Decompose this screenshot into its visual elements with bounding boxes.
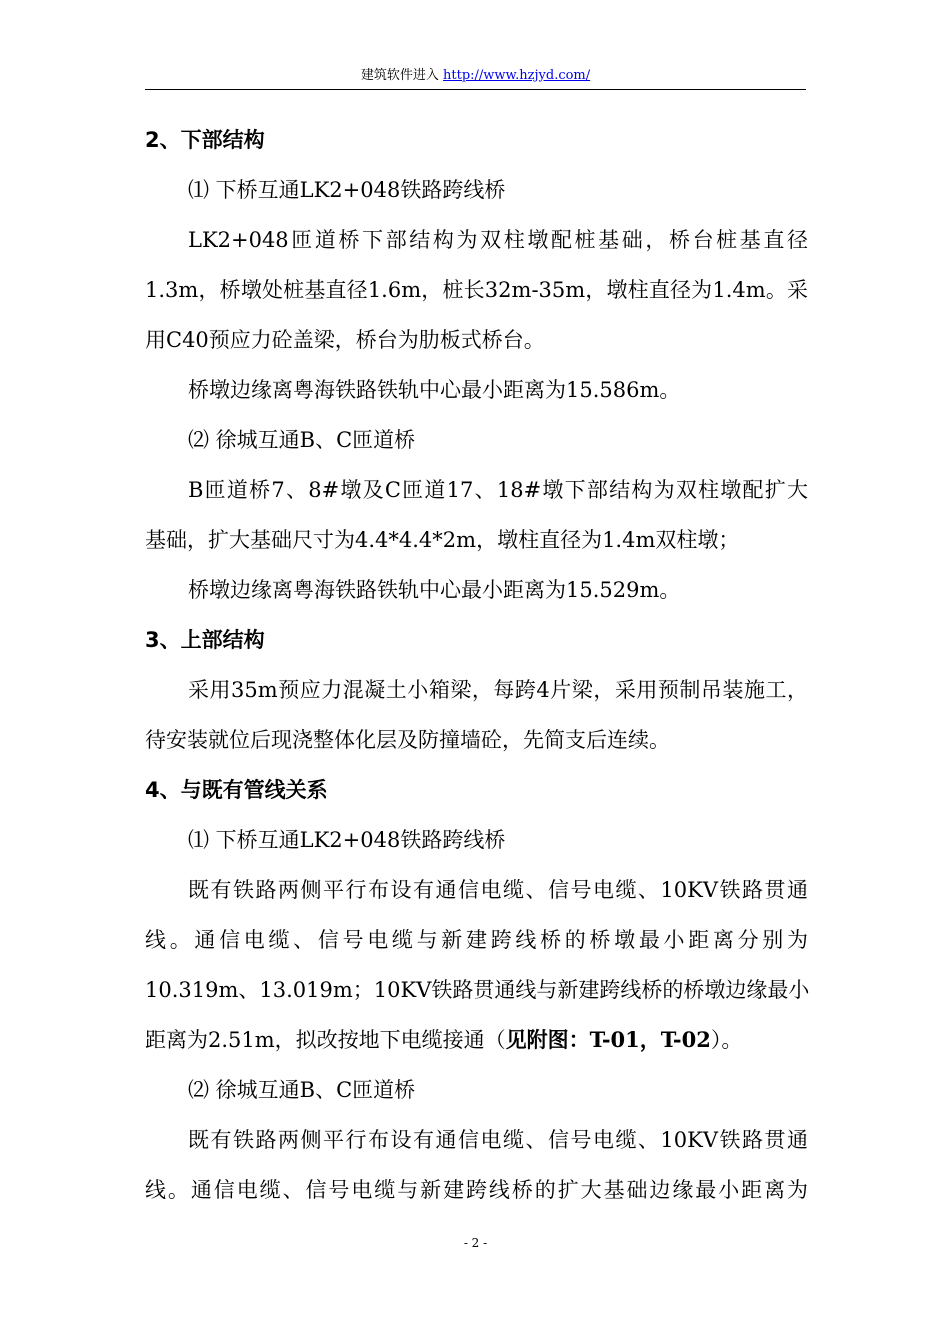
subsection-title: ⑵ 徐城互通B、C匝道桥 xyxy=(188,1078,416,1102)
paragraph-line: 桥墩边缘离粤海铁路铁轨中心最小距离为15.529m。 xyxy=(188,578,681,602)
paragraph-line: 既有铁路两侧平行布设有通信电缆、信号电缆、10KV铁路贯通 xyxy=(188,1128,808,1152)
paragraph-line: 线。通信电缆、信号电缆与新建跨线桥的扩大基础边缘最小距离为 xyxy=(145,1178,808,1202)
page-header xyxy=(145,64,806,88)
subsection-title: ⑴ 下桥互通LK2+048铁路跨线桥 xyxy=(188,178,506,202)
header-prefix: 建筑软件进入 xyxy=(360,68,439,83)
paragraph-line: B匝道桥7、8#墩及C匝道17、18#墩下部结构为双柱墩配扩大 xyxy=(188,478,808,502)
paragraph-line: 基础，扩大基础尺寸为4.4*4.4*2m，墩柱直径为1.4m双柱墩； xyxy=(145,528,740,552)
subsection-title: ⑵ 徐城互通B、C匝道桥 xyxy=(188,428,416,452)
paragraph-line: 桥墩边缘离粤海铁路铁轨中心最小距离为15.586m。 xyxy=(188,378,681,402)
section-heading-superstructure: 3、上部结构 xyxy=(145,628,265,652)
document-body xyxy=(145,115,808,1215)
paragraph-line: 用C40预应力砼盖梁，桥台为肋板式桥台。 xyxy=(145,328,545,352)
subsection-title: ⑴ 下桥互通LK2+048铁路跨线桥 xyxy=(188,828,506,852)
paragraph-line: 既有铁路两侧平行布设有通信电缆、信号电缆、10KV铁路贯通 xyxy=(188,878,808,902)
paragraph-text: ）。 xyxy=(710,1028,743,1052)
paragraph-line: 采用35m预应力混凝土小箱梁，每跨4片梁，采用预制吊装施工， xyxy=(188,678,808,702)
paragraph-text: 距离为2.51m，拟改按地下电缆接通（ xyxy=(145,1028,506,1052)
header-link[interactable]: http://www.hzjyd.com/ xyxy=(443,68,591,83)
paragraph-line: 1.3m，桥墩处桩基直径1.6m，桩长32m-35m，墩柱直径为1.4m。采 xyxy=(145,278,808,302)
page-number: - 2 - xyxy=(463,1236,488,1250)
header-divider xyxy=(145,89,806,90)
paragraph-line: 10.319m、13.019m；10KV铁路贯通线与新建跨线桥的桥墩边缘最小 xyxy=(145,978,810,1002)
paragraph-line: 待安装就位后现浇整体化层及防撞墙砼，先简支后连续。 xyxy=(145,728,670,752)
paragraph-line xyxy=(145,1015,808,1065)
section-heading-pipelines: 4、与既有管线关系 xyxy=(145,778,328,802)
paragraph-line: LK2+048匝道桥下部结构为双柱墩配桩基础，桥台桩基直径 xyxy=(188,228,808,252)
paragraph-line: 线。通信电缆、信号电缆与新建跨线桥的桥墩最小距离分别为 xyxy=(145,928,808,952)
figure-reference: 见附图：T-01，T-02 xyxy=(505,1027,711,1052)
section-heading-substructure: 2、下部结构 xyxy=(145,128,265,152)
